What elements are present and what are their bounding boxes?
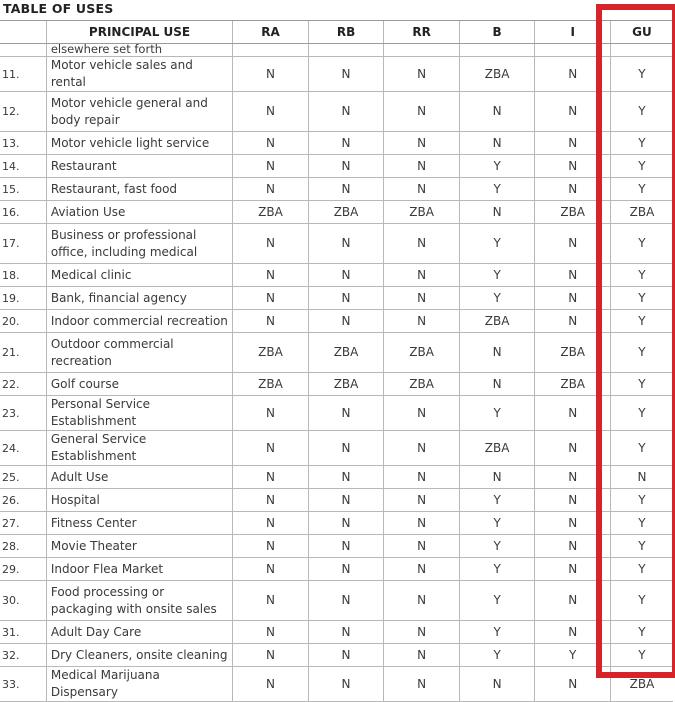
table-row: [0, 132, 673, 155]
table-row: [0, 224, 673, 264]
cell-b: Y: [459, 535, 535, 558]
cell-number: 12.: [0, 92, 46, 132]
cell-b: Y: [459, 489, 535, 512]
cell-number: 30.: [0, 581, 46, 621]
cell-rr: N: [384, 667, 460, 702]
table-row: [0, 201, 673, 224]
cell-b: Y: [459, 396, 535, 431]
cell-number: 15.: [0, 178, 46, 201]
cell-principal-use: Aviation Use: [46, 201, 232, 224]
cell-i: N: [535, 132, 611, 155]
cell-b: ZBA: [459, 310, 535, 333]
cell-rr: N: [384, 431, 460, 466]
col-header-b: B: [459, 21, 535, 44]
cell-gu: Y: [610, 431, 673, 466]
cell-number: 17.: [0, 224, 46, 264]
uses-table: [0, 20, 673, 702]
cell-ra: N: [233, 155, 309, 178]
cell-i: N: [535, 558, 611, 581]
cell-gu: Y: [610, 310, 673, 333]
cell-number: 28.: [0, 535, 46, 558]
cell-number: 24.: [0, 431, 46, 466]
cell-rr: N: [384, 155, 460, 178]
cell-gu: Y: [610, 621, 673, 644]
cell-rb: N: [308, 132, 384, 155]
cell-principal-use: elsewhere set forth: [46, 44, 232, 57]
cell-ra: N: [233, 489, 309, 512]
cell-i: ZBA: [535, 201, 611, 224]
cell-empty: [610, 44, 673, 57]
cell-principal-use: Motor vehicle sales and rental: [46, 57, 232, 92]
cell-rb: N: [308, 558, 384, 581]
cell-gu: Y: [610, 558, 673, 581]
cell-rb: N: [308, 621, 384, 644]
cell-rb: N: [308, 310, 384, 333]
cell-rb: N: [308, 396, 384, 431]
col-header-ra: RA: [233, 21, 309, 44]
table-row: [0, 581, 673, 621]
col-header-principal-use: PRINCIPAL USE: [46, 21, 232, 44]
cell-principal-use: Hospital: [46, 489, 232, 512]
cell-rr: N: [384, 287, 460, 310]
cell-rb: ZBA: [308, 373, 384, 396]
cell-rb: N: [308, 92, 384, 132]
cell-rb: N: [308, 155, 384, 178]
cell-b: N: [459, 373, 535, 396]
cell-ra: N: [233, 132, 309, 155]
cell-empty: [384, 44, 460, 57]
col-header-gu: GU: [610, 21, 673, 44]
cell-rb: N: [308, 581, 384, 621]
cell-rr: N: [384, 558, 460, 581]
cell-gu: Y: [610, 155, 673, 178]
cell-i: ZBA: [535, 373, 611, 396]
cell-principal-use: Personal Service Establishment: [46, 396, 232, 431]
table-row: [0, 310, 673, 333]
cell-gu: Y: [610, 57, 673, 92]
cell-rb: N: [308, 644, 384, 667]
cell-gu: Y: [610, 132, 673, 155]
cell-gu: Y: [610, 333, 673, 373]
cell-gu: Y: [610, 535, 673, 558]
cell-b: Y: [459, 178, 535, 201]
table-row: [0, 667, 673, 702]
cell-i: N: [535, 224, 611, 264]
cell-number: 16.: [0, 201, 46, 224]
cell-gu: Y: [610, 581, 673, 621]
cell-ra: N: [233, 92, 309, 132]
cell-number: [0, 44, 46, 57]
cell-empty: [308, 44, 384, 57]
cell-rb: N: [308, 287, 384, 310]
cell-b: N: [459, 92, 535, 132]
cell-principal-use: Restaurant, fast food: [46, 178, 232, 201]
cell-principal-use: Medical Marijuana Dispensary: [46, 667, 232, 702]
cell-gu: Y: [610, 92, 673, 132]
cell-i: Y: [535, 644, 611, 667]
cell-rr: N: [384, 178, 460, 201]
cell-rr: N: [384, 512, 460, 535]
cell-i: N: [535, 581, 611, 621]
cell-principal-use: Medical clinic: [46, 264, 232, 287]
cell-number: 14.: [0, 155, 46, 178]
cell-b: Y: [459, 644, 535, 667]
cell-rb: ZBA: [308, 333, 384, 373]
cell-i: N: [535, 155, 611, 178]
cell-i: N: [535, 535, 611, 558]
cell-rr: N: [384, 535, 460, 558]
cell-number: 31.: [0, 621, 46, 644]
cell-b: Y: [459, 264, 535, 287]
cell-b: N: [459, 333, 535, 373]
cell-gu: Y: [610, 373, 673, 396]
cell-ra: N: [233, 224, 309, 264]
cell-number: 23.: [0, 396, 46, 431]
cell-rr: N: [384, 224, 460, 264]
cell-b: N: [459, 667, 535, 702]
cell-principal-use: Restaurant: [46, 155, 232, 178]
continuation-row: [0, 44, 673, 57]
cell-ra: N: [233, 512, 309, 535]
cell-rr: N: [384, 57, 460, 92]
table-row: [0, 178, 673, 201]
table-row: [0, 558, 673, 581]
cell-ra: N: [233, 178, 309, 201]
cell-b: Y: [459, 558, 535, 581]
cell-i: N: [535, 621, 611, 644]
table-row: [0, 431, 673, 466]
cell-ra: N: [233, 287, 309, 310]
cell-rr: N: [384, 132, 460, 155]
cell-i: N: [535, 310, 611, 333]
table-title: TABLE OF USES: [3, 1, 114, 16]
cell-rb: ZBA: [308, 201, 384, 224]
cell-ra: N: [233, 396, 309, 431]
table-body: [0, 44, 673, 702]
cell-number: 25.: [0, 466, 46, 489]
cell-principal-use: Fitness Center: [46, 512, 232, 535]
table-row: [0, 396, 673, 431]
cell-b: Y: [459, 512, 535, 535]
cell-rb: N: [308, 224, 384, 264]
cell-principal-use: Bank, financial agency: [46, 287, 232, 310]
cell-i: N: [535, 57, 611, 92]
col-header-number: [0, 21, 46, 44]
cell-principal-use: Motor vehicle general and body repair: [46, 92, 232, 132]
table-row: [0, 466, 673, 489]
cell-principal-use: Indoor commercial recreation: [46, 310, 232, 333]
cell-rb: N: [308, 264, 384, 287]
cell-ra: N: [233, 264, 309, 287]
cell-rb: N: [308, 178, 384, 201]
cell-gu: N: [610, 466, 673, 489]
cell-rr: N: [384, 264, 460, 287]
cell-gu: Y: [610, 644, 673, 667]
cell-principal-use: Food processing or packaging with onsite sales: [46, 581, 232, 621]
cell-b: ZBA: [459, 57, 535, 92]
table-row: [0, 373, 673, 396]
cell-rr: N: [384, 92, 460, 132]
cell-b: Y: [459, 224, 535, 264]
cell-empty: [233, 44, 309, 57]
cell-i: ZBA: [535, 333, 611, 373]
cell-principal-use: Business or professional office, including medical: [46, 224, 232, 264]
table-row: [0, 92, 673, 132]
cell-i: N: [535, 287, 611, 310]
cell-ra: N: [233, 535, 309, 558]
cell-rb: N: [308, 466, 384, 489]
table-row: [0, 155, 673, 178]
cell-ra: N: [233, 431, 309, 466]
cell-ra: ZBA: [233, 333, 309, 373]
cell-gu: Y: [610, 264, 673, 287]
cell-number: 18.: [0, 264, 46, 287]
cell-i: N: [535, 667, 611, 702]
cell-empty: [459, 44, 535, 57]
cell-b: N: [459, 201, 535, 224]
cell-gu: Y: [610, 224, 673, 264]
cell-rb: N: [308, 489, 384, 512]
cell-principal-use: Dry Cleaners, onsite cleaning: [46, 644, 232, 667]
cell-i: N: [535, 466, 611, 489]
cell-b: Y: [459, 621, 535, 644]
cell-number: 11.: [0, 57, 46, 92]
table-row: [0, 535, 673, 558]
cell-ra: N: [233, 466, 309, 489]
cell-i: N: [535, 396, 611, 431]
cell-number: 13.: [0, 132, 46, 155]
cell-rr: ZBA: [384, 201, 460, 224]
table-row: [0, 57, 673, 92]
cell-b: Y: [459, 287, 535, 310]
cell-ra: N: [233, 57, 309, 92]
cell-empty: [535, 44, 611, 57]
cell-b: Y: [459, 155, 535, 178]
table-row: [0, 333, 673, 373]
table-row: [0, 621, 673, 644]
cell-rr: N: [384, 310, 460, 333]
cell-principal-use: Motor vehicle light service: [46, 132, 232, 155]
cell-principal-use: Indoor Flea Market: [46, 558, 232, 581]
cell-rr: ZBA: [384, 333, 460, 373]
col-header-i: I: [535, 21, 611, 44]
cell-rr: N: [384, 644, 460, 667]
table-row: [0, 264, 673, 287]
cell-i: N: [535, 178, 611, 201]
cell-rb: N: [308, 431, 384, 466]
cell-principal-use: Adult Use: [46, 466, 232, 489]
cell-b: N: [459, 466, 535, 489]
cell-number: 19.: [0, 287, 46, 310]
cell-gu: Y: [610, 396, 673, 431]
cell-ra: N: [233, 621, 309, 644]
cell-ra: N: [233, 581, 309, 621]
cell-gu: ZBA: [610, 667, 673, 702]
cell-i: N: [535, 431, 611, 466]
cell-ra: ZBA: [233, 201, 309, 224]
cell-rr: N: [384, 581, 460, 621]
cell-number: 33.: [0, 667, 46, 702]
cell-ra: ZBA: [233, 373, 309, 396]
cell-i: N: [535, 92, 611, 132]
cell-number: 27.: [0, 512, 46, 535]
cell-rr: N: [384, 396, 460, 431]
cell-number: 29.: [0, 558, 46, 581]
cell-principal-use: Golf course: [46, 373, 232, 396]
col-header-rr: RR: [384, 21, 460, 44]
cell-rr: N: [384, 621, 460, 644]
table-row: [0, 644, 673, 667]
cell-ra: N: [233, 310, 309, 333]
cell-i: N: [535, 264, 611, 287]
cell-rb: N: [308, 667, 384, 702]
cell-rb: N: [308, 512, 384, 535]
cell-number: 21.: [0, 333, 46, 373]
cell-gu: Y: [610, 489, 673, 512]
cell-number: 22.: [0, 373, 46, 396]
table-row: [0, 489, 673, 512]
cell-i: N: [535, 489, 611, 512]
cell-principal-use: Adult Day Care: [46, 621, 232, 644]
cell-gu: Y: [610, 178, 673, 201]
cell-rb: N: [308, 57, 384, 92]
table-row: [0, 512, 673, 535]
cell-gu: Y: [610, 287, 673, 310]
cell-principal-use: Movie Theater: [46, 535, 232, 558]
cell-i: N: [535, 512, 611, 535]
cell-ra: N: [233, 644, 309, 667]
cell-ra: N: [233, 558, 309, 581]
cell-number: 32.: [0, 644, 46, 667]
cell-ra: N: [233, 667, 309, 702]
header-row: [0, 21, 673, 44]
cell-rr: N: [384, 489, 460, 512]
cell-b: N: [459, 132, 535, 155]
col-header-rb: RB: [308, 21, 384, 44]
cell-gu: Y: [610, 512, 673, 535]
cell-rr: N: [384, 466, 460, 489]
cell-principal-use: Outdoor commercial recreation: [46, 333, 232, 373]
table-row: [0, 287, 673, 310]
cell-rb: N: [308, 535, 384, 558]
cell-b: ZBA: [459, 431, 535, 466]
cell-number: 20.: [0, 310, 46, 333]
cell-number: 26.: [0, 489, 46, 512]
cell-b: Y: [459, 581, 535, 621]
cell-gu: ZBA: [610, 201, 673, 224]
cell-rr: ZBA: [384, 373, 460, 396]
cell-principal-use: General Service Establishment: [46, 431, 232, 466]
